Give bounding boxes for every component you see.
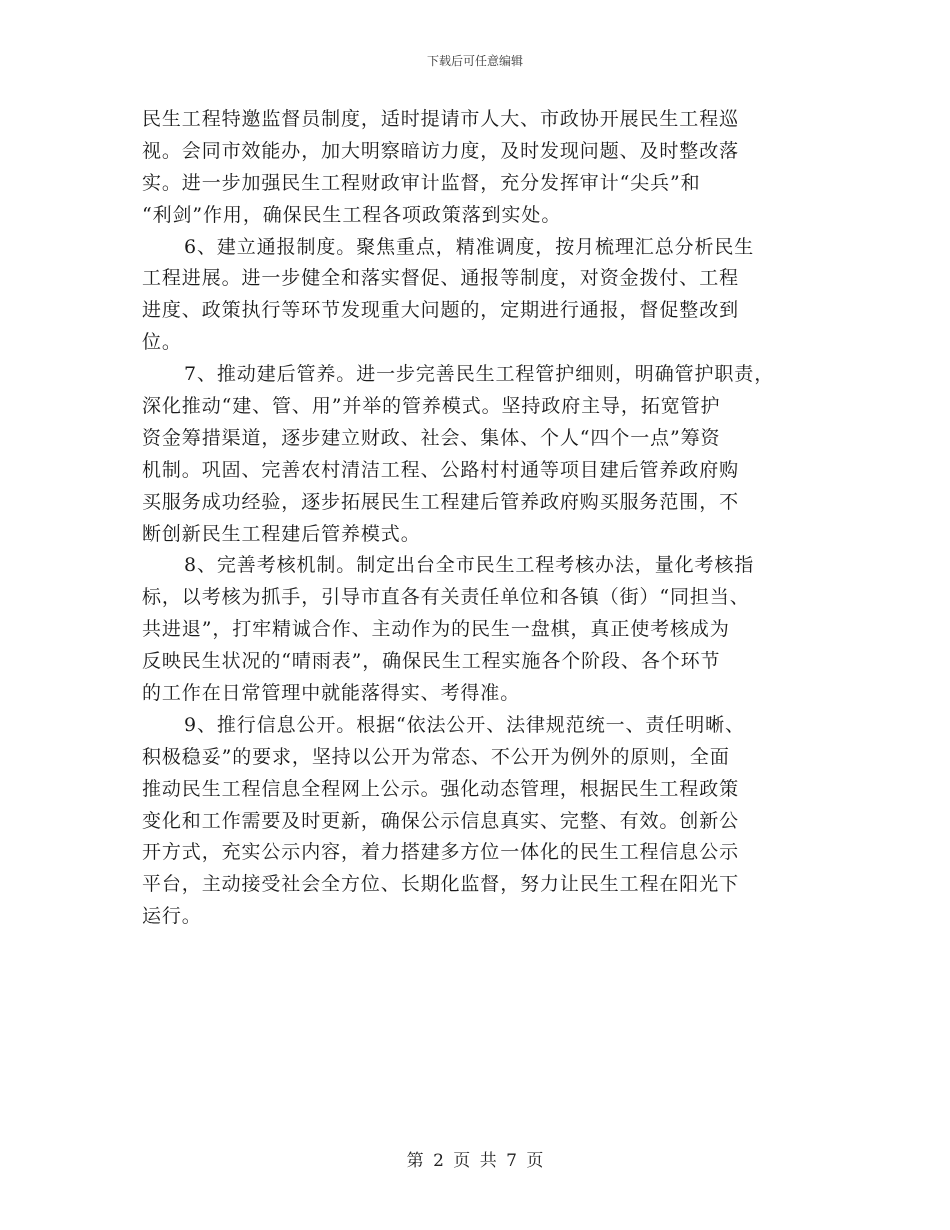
page-number-footer: 第 2 页 共 7 页 <box>406 1151 544 1171</box>
text-line: 视。会同市效能办，加大明察暗访力度，及时发现问题、及时整改落 <box>142 139 740 162</box>
text-line: 开方式，充实公示内容，着力搭建多方位一体化的民生工程信息公示 <box>142 841 740 864</box>
text-line: 实。进一步加强民生工程财政审计监督，充分发挥审计“尖兵”和 <box>142 171 701 194</box>
text-line: 积极稳妥”的要求，坚持以公开为常态、不公开为例外的原则，全面 <box>142 745 730 768</box>
text-line: 位。 <box>142 331 182 354</box>
text-line: 断创新民生工程建后管养模式。 <box>142 522 421 545</box>
text-line: 进度、政策执行等环节发现重大问题的，定期进行通报，督促整改到 <box>142 299 740 322</box>
text-line: 的工作在日常管理中就能落得实、考得准。 <box>142 682 521 705</box>
page-header: 下载后可任意编辑 <box>426 54 523 68</box>
text-line: 工程进展。进一步健全和落实督促、通报等制度，对资金拨付、工程 <box>142 267 740 290</box>
text-line: 运行。 <box>142 905 202 928</box>
text-line: 资金筹措渠道，逐步建立财政、社会、集体、个人“四个一点”筹资 <box>142 426 721 449</box>
text-line: 民生工程特邀监督员制度，适时提请市人大、市政协开展民生工程巡 <box>142 108 740 130</box>
text-line: 共进退”，打牢精诚合作、主动作为的民生一盘棋，真正使考核成为 <box>142 618 730 641</box>
document-body <box>142 104 822 933</box>
paragraph-first-line: 7、推动建后管养。进一步完善民生工程管护细则，明确管护职责， <box>184 363 775 386</box>
text-line: 推动民生工程信息全程网上公示。强化动态管理，根据民生工程政策 <box>142 777 740 800</box>
paragraph-first-line: 9、推行信息公开。根据“依法公开、法律规范统一、责任明晰、 <box>184 713 745 736</box>
text-line: 机制。巩固、完善农村清洁工程、公路村村通等项目建后管养政府购 <box>142 458 740 481</box>
paragraph-first-line: 8、完善考核机制。制定出台全市民生工程考核办法，量化考核指 <box>184 554 755 577</box>
text-line: 反映民生状况的“晴雨表”，确保民生工程实施各个阶段、各个环节 <box>142 650 721 673</box>
paragraph-first-line: 6、建立通报制度。聚焦重点，精准调度，按月梳理汇总分析民生 <box>184 235 755 258</box>
text-line: 平台，主动接受社会全方位、长期化监督，努力让民生工程在阳光下 <box>142 873 740 896</box>
text-line: 标，以考核为抓手，引导市直各有关责任单位和各镇（街）“同担当、 <box>142 586 750 609</box>
text-line: 深化推动“建、管、用”并举的管养模式。坚持政府主导，拓宽管护 <box>142 395 721 418</box>
text-line: “利剑”作用，确保民生工程各项政策落到实处。 <box>142 203 562 226</box>
text-line: 买服务成功经验，逐步拓展民生工程建后管养政府购买服务范围，不 <box>142 490 740 513</box>
text-line: 变化和工作需要及时更新，确保公示信息真实、完整、有效。创新公 <box>142 809 740 832</box>
